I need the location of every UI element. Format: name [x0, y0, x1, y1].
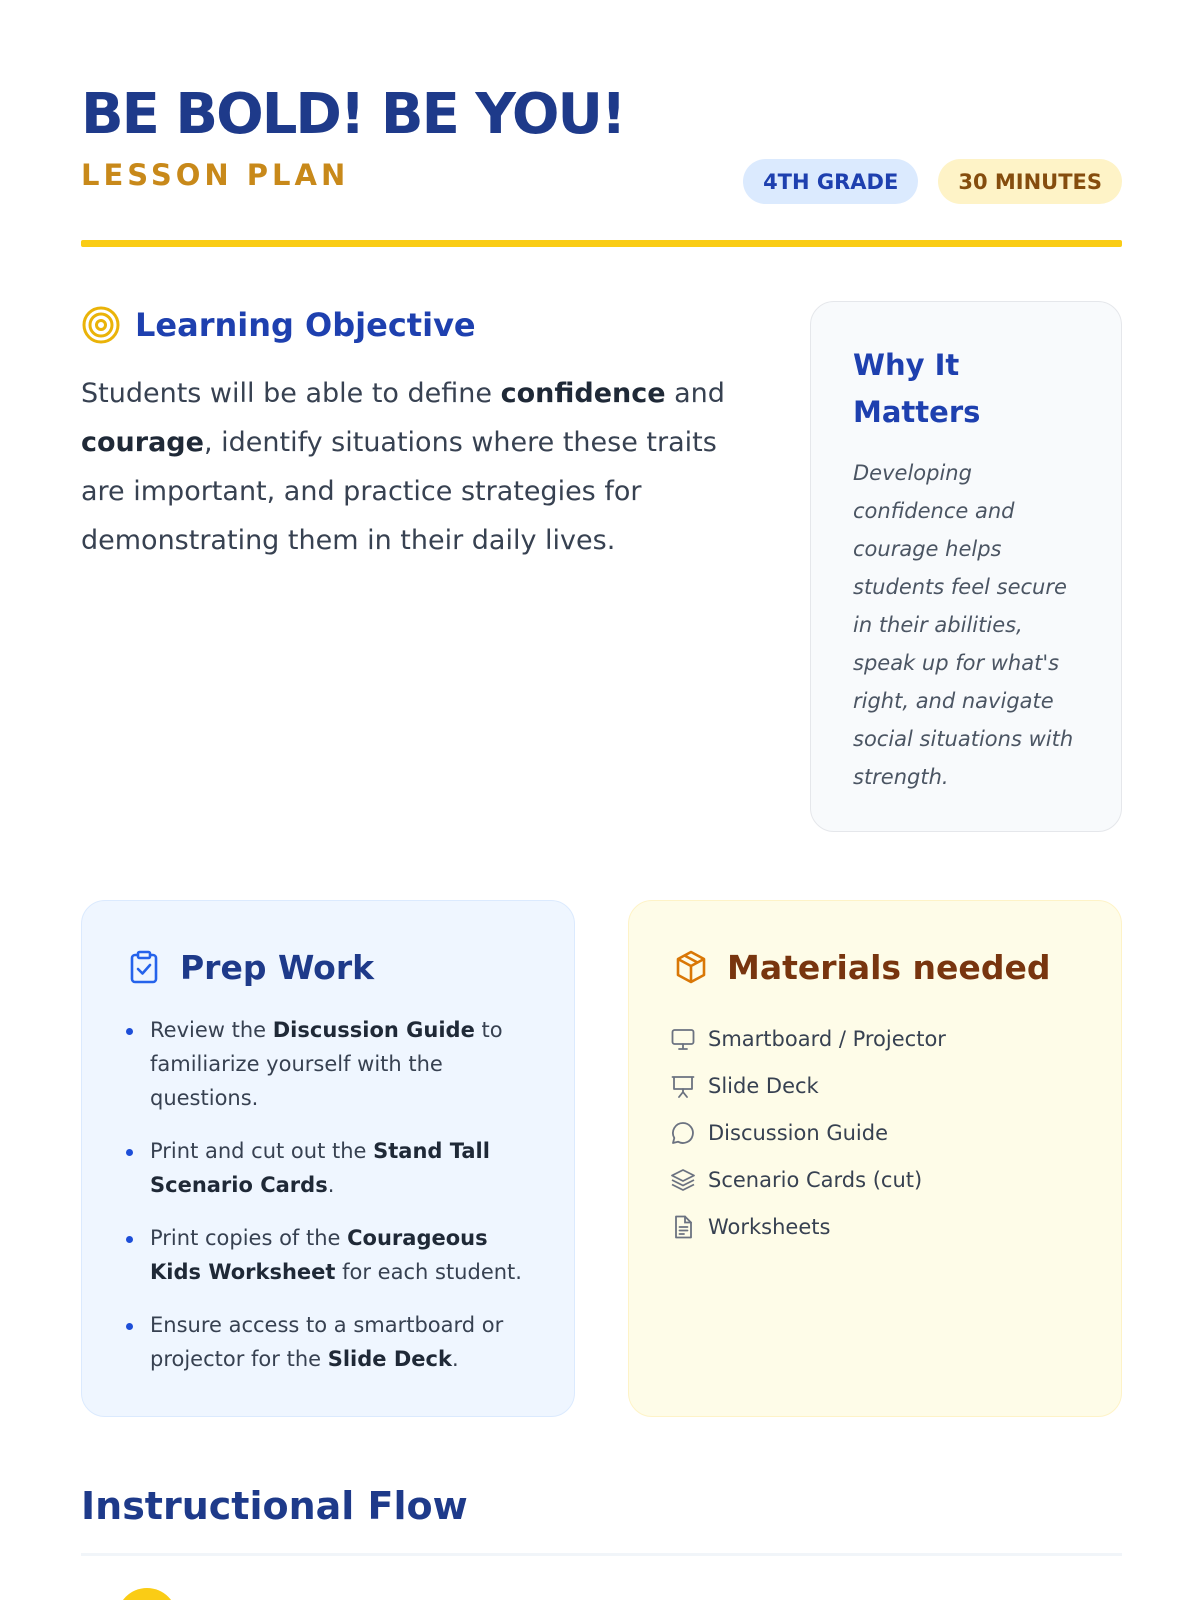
presentation-icon: [670, 1073, 696, 1099]
prep-item-text: .: [451, 1347, 459, 1371]
why-it-matters-card: [810, 301, 1122, 832]
prep-work-header: [126, 943, 530, 991]
list-item: [670, 1062, 1077, 1109]
prep-work-card: [81, 900, 575, 1417]
objective-keyword-courage: courage: [81, 427, 204, 458]
prep-item-emphasis: Courageous Kids Worksheet: [150, 1226, 488, 1284]
prep-item-text: Ensure access to a smartboard or projector for the: [150, 1313, 504, 1371]
prep-item-text: Review the: [150, 1018, 273, 1042]
document-icon: [670, 1214, 696, 1240]
material-label: Scenario Cards (cut): [708, 1167, 923, 1192]
step-number-marker: [117, 1588, 177, 1600]
list-item: [670, 1203, 1077, 1250]
prep-item-text: for each student.: [335, 1260, 522, 1284]
prep-item-emphasis: Stand Tall Scenario Cards: [150, 1139, 490, 1197]
materials-list: [670, 1015, 1077, 1250]
instructional-flow-heading: Instructional Flow: [81, 1484, 468, 1528]
package-icon: [673, 949, 709, 985]
learning-objective-header: [81, 303, 761, 347]
header-divider: [81, 240, 1122, 247]
lesson-badges: [743, 159, 1122, 204]
material-label: Worksheets: [708, 1214, 831, 1239]
speech-bubble-icon: [670, 1120, 696, 1146]
prep-item-emphasis: Discussion Guide: [272, 1018, 475, 1042]
prep-item-text: Print copies of the: [150, 1226, 348, 1250]
prep-item-text: Print and cut out the: [150, 1139, 374, 1163]
materials-heading: Materials needed: [727, 947, 1051, 987]
list-item: [670, 1156, 1077, 1203]
objective-keyword-confidence: confidence: [500, 378, 666, 409]
grade-badge: 4TH GRADE: [743, 159, 918, 204]
why-it-matters-heading: Why It Matters: [853, 348, 981, 429]
prep-item-text: to familiarize yourself with the questions.: [150, 1018, 503, 1110]
lesson-title: BE BOLD! BE YOU!: [81, 82, 625, 147]
lesson-plan-page: [81, 0, 1122, 1600]
list-item: [670, 1109, 1077, 1156]
material-label: Smartboard / Projector: [708, 1026, 946, 1051]
learning-objective-text: [81, 369, 761, 565]
prep-work-heading: Prep Work: [180, 947, 375, 987]
learning-objective-section: [81, 303, 761, 565]
duration-badge: 30 MINUTES: [938, 159, 1122, 204]
target-icon: [81, 305, 121, 345]
clipboard-check-icon: [126, 949, 162, 985]
layers-icon: [670, 1167, 696, 1193]
list-item: [126, 1221, 530, 1289]
objective-text-part: and: [665, 378, 725, 409]
prep-item-text: .: [327, 1173, 335, 1197]
why-it-matters-text: Developing confidence and courage helps students feel secure in their abilities, speak up for what's right, and navigate social situations with strength.: [853, 461, 1074, 789]
materials-header: [673, 943, 1077, 991]
list-item: [126, 1134, 530, 1202]
objective-text-part: Students will be able to define: [81, 378, 501, 409]
lesson-subtitle: LESSON PLAN: [81, 158, 350, 192]
materials-card: [628, 900, 1122, 1417]
prep-work-list: [126, 1013, 530, 1376]
objective-text-part: , identify situations where these traits are important, and practice strategies for demonstrating them in their daily lives.: [81, 427, 717, 556]
material-label: Discussion Guide: [708, 1120, 889, 1145]
material-label: Slide Deck: [708, 1073, 819, 1098]
instructional-flow-divider: [81, 1553, 1122, 1556]
list-item: [670, 1015, 1077, 1062]
learning-objective-heading: Learning Objective: [135, 306, 476, 344]
prep-item-emphasis: Slide Deck: [327, 1347, 452, 1371]
list-item: [126, 1308, 530, 1376]
monitor-icon: [670, 1026, 696, 1052]
list-item: [126, 1013, 530, 1115]
